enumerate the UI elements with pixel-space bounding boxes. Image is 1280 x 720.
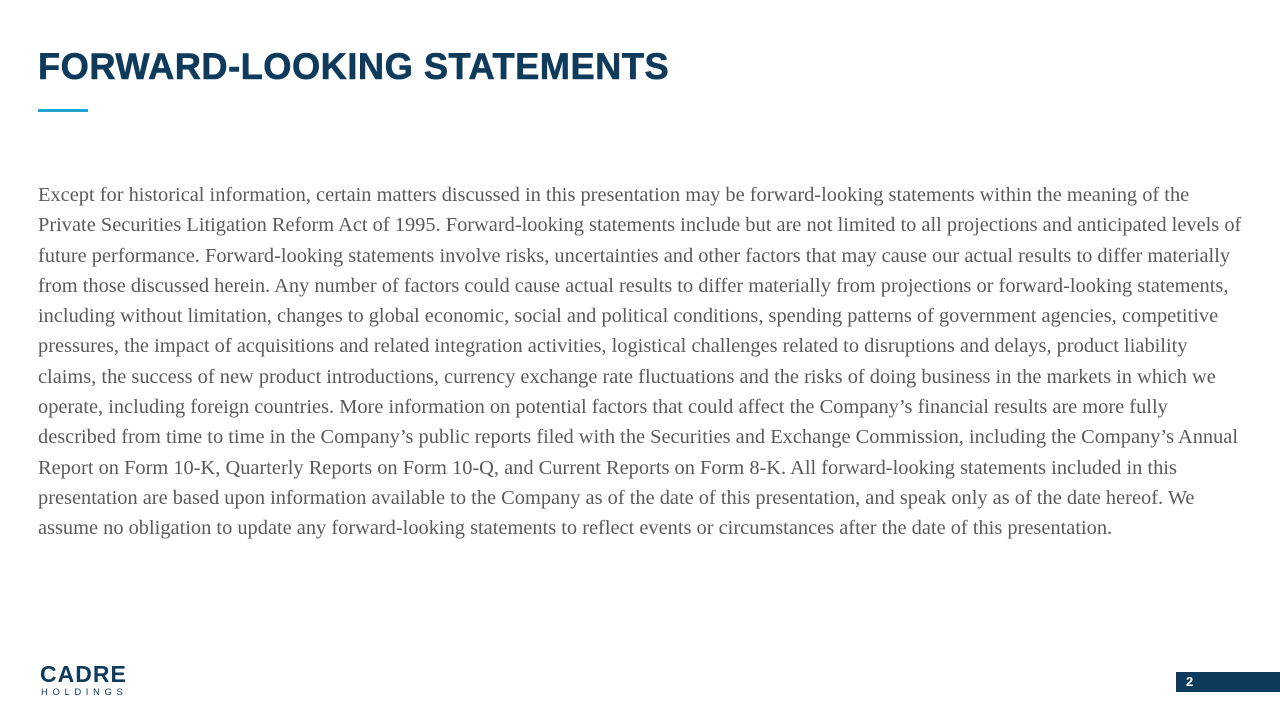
disclaimer-paragraph: Except for historical information, certain matters discussed in this presentation may be forward-looking statements within the meaning of the Private Securities Litigation Reform Act of 1995. Forward-looking statements include but are not limited to all projections and anticipated levels of future performance. Forward-looking statements involve risks, uncertainties and other factors that may cause our actual results to differ materially from those discussed herein. Any number of factors could cause actual results to differ materially from projections or forward-looking statements, including without limitation, changes to global economic, social and political conditions, spending patterns of government agencies, competitive pressures, the impact of acquisitions and related integration activities, logistical challenges related to disruptions and delays, product liability claims, the success of new product introductions, currency exchange rate fluctuations and the risks of doing business in the markets in which we operate, including foreign countries. More information on potential factors that could affect the Company’s financial results are more fully described from time to time in the Company’s public reports filed with the Securities and Exchange Commission, including the Company’s Annual Report on Form 10-K, Quarterly Reports on Form 10-Q, and Current Reports on Form 8-K. All forward-looking statements included in this presentation are based upon information available to the Company as of the date of this presentation, and speak only as of the date hereof. We assume no obligation to update any forward-looking statements to reflect events or circumstances after the date of this presentation.: [38, 184, 1242, 540]
logo-wordmark: CADRE: [40, 661, 127, 687]
slide-title: FORWARD-LOOKING STATEMENTS: [38, 46, 670, 87]
title-accent-rule: [38, 109, 88, 112]
cadre-holdings-logo: [40, 662, 140, 700]
logo-subtitle: HOLDINGS: [41, 687, 128, 698]
page-number: 2: [1186, 674, 1194, 689]
